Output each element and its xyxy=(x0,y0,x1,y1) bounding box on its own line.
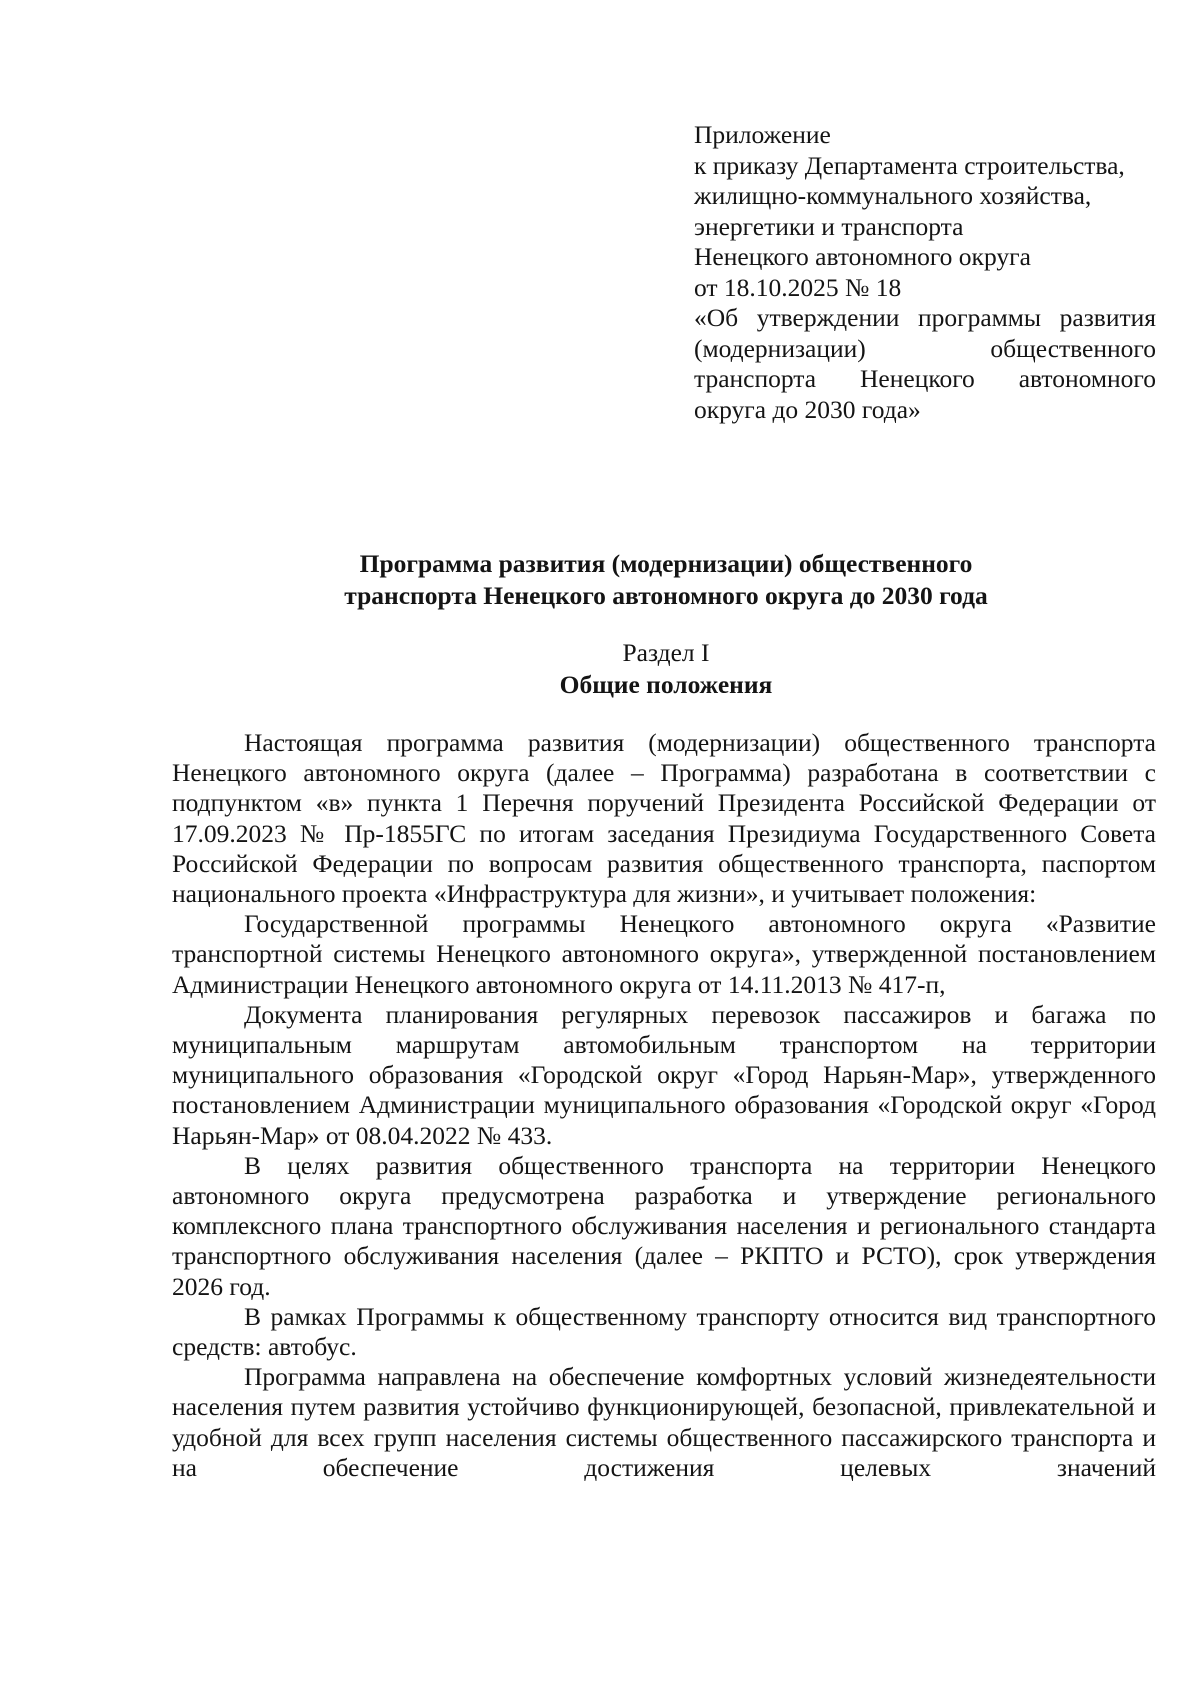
paragraph: Настоящая программа развития (модернизации) общественного транспорта Ненецкого автономного округа (далее – Программа) разработана в соответствии с подпунктом «в» пункта 1 Перечня поручений Президента Российской Федерации от 17.09.2023 № Пр-1855ГС по итогам заседания Президиума Государственного Совета Российской Федерации по вопросам развития общественного транспорта, паспортом национального проекта «Инфраструктура для жизни», и учитывает положения: xyxy=(172,728,1156,909)
paragraph: Государственной программы Ненецкого автономного округа «Развитие транспортной системы Ненецкого автономного округа», утвержденной постановлением Администрации Ненецкого автономного округа от 14.11.2013 № 417-п, xyxy=(172,909,1156,999)
appendix-line: жилищно-коммунального хозяйства, xyxy=(694,181,1092,210)
document-title xyxy=(150,548,1182,612)
appendix-line: энергетики и транспорта xyxy=(694,211,964,241)
document-title-line-1: Программа развития (модернизации) общественного xyxy=(359,549,973,578)
appendix-line: от 18.10.2025 № 18 xyxy=(694,272,902,302)
section-name: Общие положения xyxy=(559,670,773,699)
appendix-line: транспорта Ненецкого автономного xyxy=(694,364,1156,393)
document-title-line-2: транспорта Ненецкого автономного округа до 2030 года xyxy=(344,581,988,610)
paragraph: Документа планирования регулярных перевозок пассажиров и багажа по муниципальным маршрутам автомобильным транспортом на территории муниципального образования «Городской округ «Город Нарьян-Мар», утвержденного постановлением Администрации муниципального образования «Городской округ «Город Нарьян-Мар» от 08.04.2022 № 433. xyxy=(172,999,1156,1150)
appendix-header xyxy=(694,120,1156,425)
appendix-line: Приложение xyxy=(694,120,831,149)
paragraph: Программа направлена на обеспечение комфортных условий жизнедеятельности населения путем развития устойчиво функционирующей, безопасной, привлекательной и удобной для всех групп населения системы общественного пассажирского транспорта и на обеспечение достижения целевых значений xyxy=(172,1362,1156,1482)
paragraph: В целях развития общественного транспорта на территории Ненецкого автономного округа предусмотрена разработка и утверждение регионального комплексного плана транспортного обслуживания населения и регионального стандарта транспортного обслуживания населения (далее – РКПТО и РСТО), срок утверждения 2026 год. xyxy=(172,1150,1156,1301)
appendix-line: Ненецкого автономного округа xyxy=(694,242,1031,271)
appendix-line: к приказу Департамента строительства, xyxy=(694,150,1125,180)
section-number: Раздел I xyxy=(622,638,710,667)
body-text xyxy=(172,728,1156,1483)
appendix-line: «Об утверждении программы развития xyxy=(694,303,1156,332)
appendix-line: (модернизации) общественного xyxy=(694,333,1156,363)
section-heading xyxy=(150,637,1182,701)
paragraph: В рамках Программы к общественному транспорту относится вид транспортного средств: автобус. xyxy=(172,1301,1156,1362)
appendix-line: округа до 2030 года» xyxy=(694,394,921,424)
